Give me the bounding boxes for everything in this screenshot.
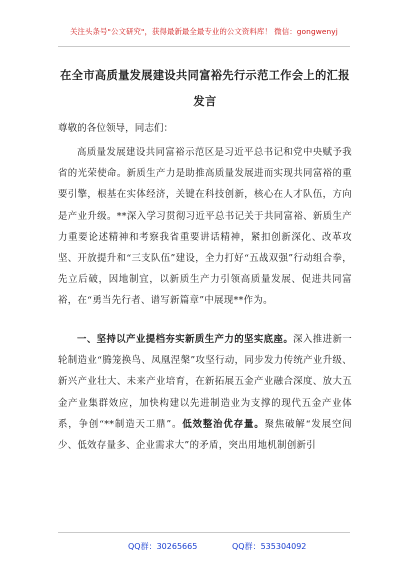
footer-bar <box>0 532 408 562</box>
document-title <box>50 62 360 114</box>
banner-text: 关注头条号"公文研究"，获得最新最全最专业的公文资料库！ 微信：gongwenyj <box>70 27 338 36</box>
header-banner <box>0 0 408 52</box>
qq-group-right: QQ群：535304092 <box>232 542 307 551</box>
section-heading: 一、坚持以产业提档夯实新质生产力的坚实底座。 <box>77 334 294 345</box>
paragraph-2-body-2: 聚焦破解“发展空间少、低效存量多、企业需求大”的矛盾，突出用地机制创新引 <box>58 418 352 452</box>
salutation: 尊敬的各位领导，同志们： <box>58 123 174 134</box>
paragraph-1: 高质量发展建设共同富裕示范区是习近平总书记和党中央赋予我省的光荣使命。新质生产力是助推高质量发展进而实现共同富裕的重要引擎，根基在实体经济，关键在科技创新，核心在人才队伍，方向是产业升级。**深入学习贯彻习近平总书记关于共同富裕、新质生产力重要论述精神和考察我省重要讲话精神，紧扣创新深化、改革攻坚、开放提升和“三支队伍”建设，全力打好“五战双强”行动组合拳，先立后破，因地制宜，以新质生产力引领高质量发展、促进共同富裕，在“勇当先行者、谱写新篇章”中展现**作为。 <box>58 147 352 307</box>
footer-divider <box>58 532 350 533</box>
subsection-heading: 低效整治优存量。 <box>182 418 265 430</box>
qq-group-left: QQ群：30265665 <box>128 542 198 551</box>
title-line-1: 在全市高质量发展建设共同富裕先行示范工作会上的汇报 <box>60 68 350 82</box>
paragraph-2 <box>58 329 352 456</box>
title-line-2: 发言 <box>193 94 217 108</box>
header-divider <box>58 46 350 47</box>
paragraph-2-body: 深入推进新一轮制造业“腾笼换鸟、凤凰涅槃”攻坚行动，同步发力传统产业升级、新兴产业壮大、未来产业培育，在新拓展五金产业融合深度、放大五金产业集群效应，加快构建以先进制造业为支撑的现代五金产业体系，争创“**制造天工鼎”。 <box>58 334 353 430</box>
